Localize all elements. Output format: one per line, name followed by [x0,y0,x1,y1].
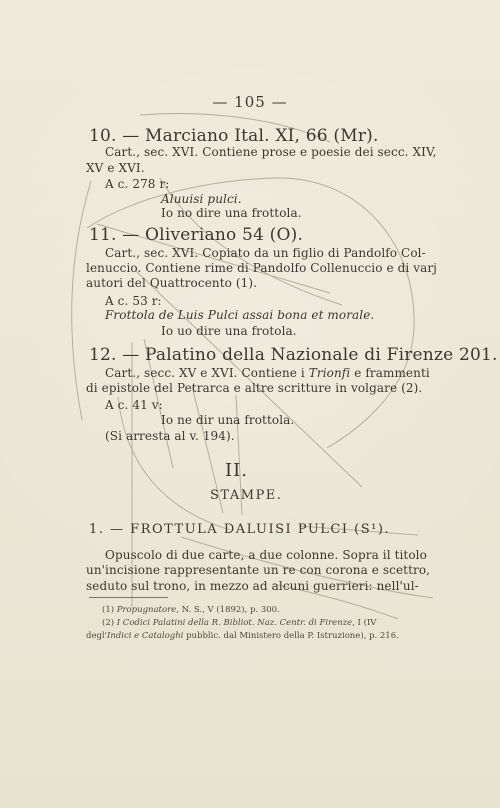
footnote-2 [102,619,376,628]
footnote-2-italic: I Codici Palatini della R. Bibliot. Naz. Centr. di Firenze [116,618,353,628]
entry-11-line-2: lenuccio. Contiene rime di Pandolfo Collenuccio e di varj [86,261,438,275]
entry-10-line-2: XV e XVI. [86,161,145,175]
footnote-1-prefix: (1) [102,605,117,615]
entry-12-line-1-start: Cart., secc. XV e XVI. Contiene i [105,366,309,380]
entry-11-line-1: Cart., sec. XVI. Copiato da un figlio di Pandolfo Col- [105,246,426,260]
section-title: STAMPE. [210,488,283,503]
footnote-divider [89,597,168,598]
entry-12-note: (Si arresta al v. 194). [105,429,235,443]
page-number: — 105 — [212,93,288,111]
entry-11-ref: A c. 53 r: [105,294,162,308]
entry-10-heading: 10. — Marciano Ital. XI, 66 (Mr). [89,126,379,146]
footnote-2-cont-prefix: degl' [86,631,107,641]
stampe-line-2: un'incisione rappresentante un re con corona e scettro, [86,563,431,577]
entry-10-incipit: Io no dire una frottola. [161,206,302,220]
entry-11-heading: 11. — Oliveriano 54 (O). [89,225,304,245]
stampe-heading: 1. — FROTTULA DALUISI PULCI (S¹). [89,522,391,537]
footnote-1-text: , N. S., V (1892), p. 300. [176,605,280,615]
entry-12-line-1-end: e frammenti [350,366,430,380]
entry-10-ref: A c. 278 r: [105,177,170,191]
footnote-2-text: , I (IV [352,618,377,628]
footnote-1-italic: Propugnatore [116,605,177,615]
footnote-2-continuation [86,632,399,641]
entry-12-ref: A c. 41 v: [105,398,163,412]
entry-12-heading: 12. — Palatino della Nazionale di Firenze 201. [89,345,498,365]
footnote-1 [102,606,280,615]
entry-12-line-1-italic: Trionfi [308,366,351,380]
entry-12-incipit: Io ne dir una frottola. [161,413,295,427]
entry-12-line-1 [105,367,430,379]
entry-10-line-1: Cart., sec. XVI. Contiene prose e poesie dei secc. XIV, [105,145,437,159]
stampe-line-1: Opuscolo di due carte, a due colonne. Sopra il titolo [105,548,427,562]
entry-11-line-3: autori del Quattrocento (1). [86,276,258,290]
entry-11-incipit: Io uo dire una frotola. [161,324,297,338]
entry-10-title: Aluuisi pulci. [161,192,242,206]
entry-11-title: Frottola de Luis Pulci assai bona et morale. [105,308,375,322]
entry-12-line-2: di epistole del Petrarca e altre scritture in volgare (2). [86,381,423,395]
section-number: II. [225,460,248,481]
footnote-2-cont-italic: Indici e Cataloghi [106,631,184,641]
footnote-2-cont-text: pubblic. dal Ministero della P. Istruzione), p. 216. [183,631,399,641]
stampe-line-3: seduto sul trono, in mezzo ad alcuni guerrieri: nell'ul- [86,579,419,593]
footnote-2-prefix: (2) [102,618,117,628]
